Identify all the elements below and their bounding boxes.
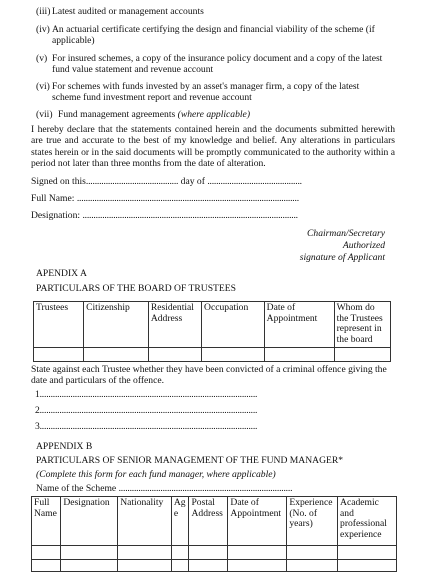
requirement-number: (vi): [36, 81, 50, 92]
requirement-number: (iv): [36, 24, 50, 35]
table-cell[interactable]: [287, 546, 338, 560]
signatory-authorized: Authorized: [342, 240, 385, 251]
table-cell[interactable]: [334, 347, 390, 361]
column-header: Date of Appointment: [228, 497, 287, 546]
table-cell[interactable]: [171, 560, 189, 572]
table-cell[interactable]: [287, 560, 338, 572]
column-header: Trustees: [34, 302, 84, 348]
full-name-field[interactable]: .....................................................................................................: [76, 193, 299, 204]
signed-on-field[interactable]: ..........................................: [85, 176, 179, 187]
table-cell[interactable]: [189, 546, 228, 560]
table-cell[interactable]: [338, 560, 397, 572]
table-cell[interactable]: [32, 560, 61, 572]
table-cell[interactable]: [228, 546, 287, 560]
appendix-b-subtitle: PARTICULARS OF SENIOR MANAGEMENT OF THE FUND MANAGER*: [36, 455, 344, 466]
day-label: day of: [180, 176, 205, 187]
table-cell[interactable]: [202, 347, 265, 361]
requirement-text: Latest audited or management accounts: [52, 6, 204, 17]
day-field[interactable]: ...........................................: [207, 176, 302, 187]
column-header: Date of Appointment: [264, 302, 334, 348]
table-row: [34, 347, 391, 361]
column-header: Ag e: [171, 497, 189, 546]
requirement-number: (vii): [36, 109, 53, 120]
scheme-name-label: Name of the Scheme: [36, 483, 117, 494]
requirement-text: For schemes with funds invested by an asset's manager firm, a copy of the latest scheme fund investment report and revenue account: [52, 81, 360, 104]
designation-line[interactable]: [31, 210, 298, 221]
table-cell[interactable]: [118, 560, 172, 572]
column-header: Designation: [61, 497, 118, 546]
declaration-text: I hereby declare that the statements contained herein and the documents submitted herewith are true and accurate to the best of my knowledge and belief. Any alterations in particulars states herein or in the said documents will be promptly communicated to the authority within a period not later than three months from the date of alteration.: [31, 124, 395, 169]
table-cell[interactable]: [228, 560, 287, 572]
conviction-line-2[interactable]: 2...................................................................................................: [35, 405, 258, 416]
table-cell[interactable]: [32, 546, 61, 560]
column-header: Nationality: [118, 497, 172, 546]
table-cell[interactable]: [148, 347, 201, 361]
column-header: Occupation: [202, 302, 265, 348]
column-header: Citizenship: [84, 302, 149, 348]
full-name-line[interactable]: [31, 193, 299, 204]
requirement-number: (v): [36, 53, 48, 64]
table-row: [32, 546, 397, 560]
appendix-a-title: APENDIX A: [36, 268, 87, 279]
table-cell[interactable]: [61, 560, 118, 572]
table-header-row: [34, 302, 391, 348]
column-header: Whom do the Trustees represent in the board: [334, 302, 390, 348]
column-header: Postal Address: [189, 497, 228, 546]
conviction-statement: State against each Trustee whether they have been convicted of a criminal offence giving the date and particulars of the offence.: [31, 364, 387, 387]
signed-on-line[interactable]: [31, 176, 302, 187]
signatory-title: Chairman/Secretary: [307, 228, 385, 239]
table-cell[interactable]: [118, 546, 172, 560]
table-cell[interactable]: [264, 347, 334, 361]
conviction-line-1[interactable]: 1...................................................................................................: [35, 389, 258, 400]
requirement-text: An actuarial certificate certifying the design and financial viability of the scheme (if applicable): [52, 24, 375, 47]
requirement-text: For insured schemes, a copy of the insurance policy document and a copy of the latest fund value statement and revenue account: [52, 53, 383, 76]
signed-on-label: Signed on this: [31, 176, 86, 187]
designation-field[interactable]: ..................................................................................................: [82, 210, 298, 221]
table-cell[interactable]: [171, 546, 189, 560]
designation-label: Designation:: [31, 210, 81, 221]
signatory-applicant: signature of Applicant: [299, 252, 385, 263]
column-header: Full Name: [32, 497, 61, 546]
table-header-row: [32, 497, 397, 546]
senior-management-table: [31, 496, 397, 572]
full-name-label: Full Name:: [31, 193, 75, 204]
scheme-name-line[interactable]: [36, 483, 292, 494]
table-cell[interactable]: [61, 546, 118, 560]
table-row: [32, 560, 397, 572]
table-cell[interactable]: [189, 560, 228, 572]
requirement-number: (iii): [36, 6, 51, 17]
appendix-b-instruction: (Complete this form for each fund manager, where applicable): [36, 469, 276, 480]
scheme-name-field[interactable]: ...............................................................................: [118, 483, 293, 494]
table-cell[interactable]: [34, 347, 84, 361]
requirement-text: Fund management agreements: [58, 109, 176, 120]
conviction-line-3[interactable]: 3...................................................................................................: [35, 421, 258, 432]
table-cell[interactable]: [338, 546, 397, 560]
column-header: Academic and professional experience: [338, 497, 397, 546]
appendix-a-subtitle: PARTICULARS OF THE BOARD OF TRUSTEES: [36, 283, 236, 294]
column-header: Residential Address: [148, 302, 201, 348]
requirement-note: (where applicable): [177, 109, 251, 120]
trustees-table: [33, 301, 391, 362]
column-header: Experience (No. of years): [287, 497, 338, 546]
appendix-b-title: APPENDIX B: [36, 441, 93, 452]
table-cell[interactable]: [84, 347, 149, 361]
